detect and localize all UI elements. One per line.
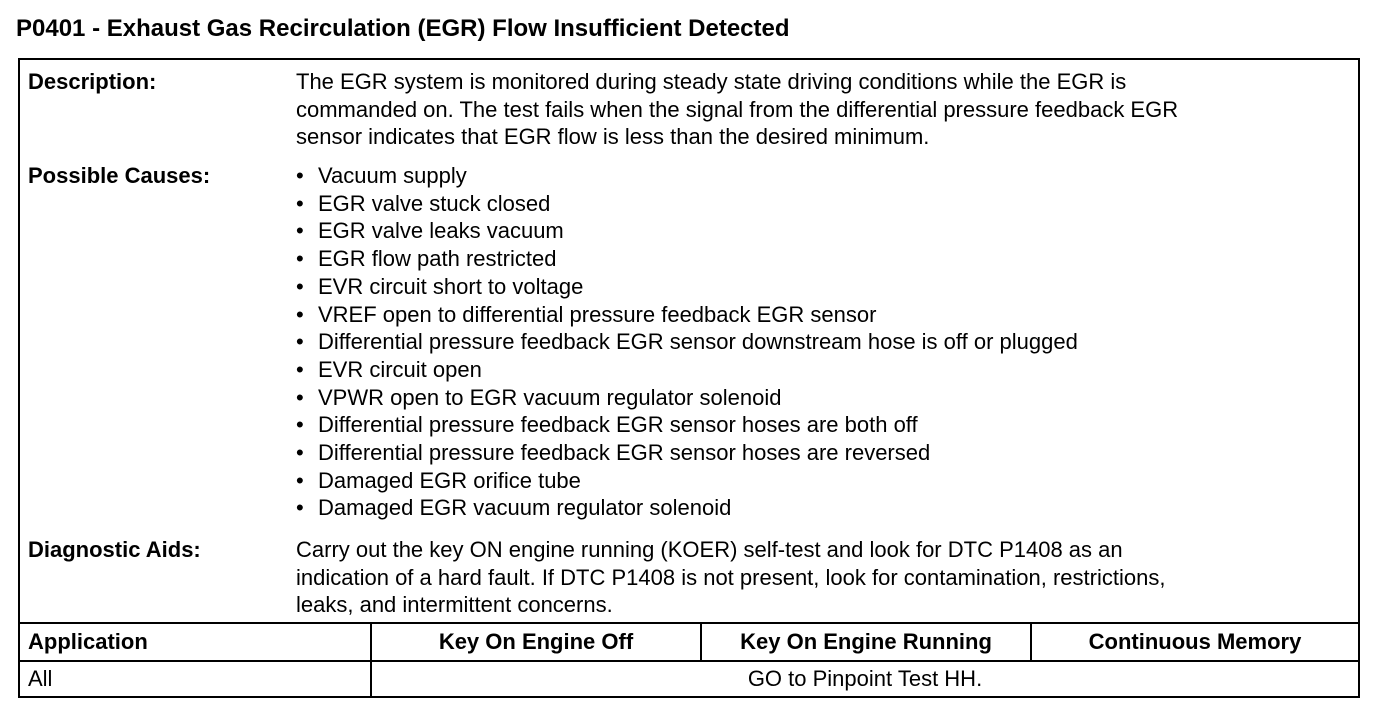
possible-causes-label: Possible Causes: <box>28 163 211 188</box>
bullet-icon: • <box>296 163 304 188</box>
description-line: sensor indicates that EGR flow is less than the desired minimum. <box>296 124 930 150</box>
header-continuous-memory: Continuous Memory <box>1088 629 1302 654</box>
row-application-value: All <box>28 666 53 691</box>
list-item: • EGR valve leaks vacuum <box>296 218 564 244</box>
list-item: • EVR circuit open <box>296 356 482 382</box>
diagnostic-aids-label: Diagnostic Aids: <box>28 537 201 562</box>
bullet-icon: • <box>296 301 304 327</box>
description-line: commanded on. The test fails when the signal from the differential pressure feedback EGR <box>296 96 1179 122</box>
bullet-icon: • <box>296 440 304 466</box>
bullet-icon: • <box>296 467 304 493</box>
possible-causes-list <box>296 162 1344 522</box>
bullet-icon: • <box>296 246 304 272</box>
header-application: Application <box>28 629 148 654</box>
list-item: • EGR valve stuck closed <box>296 190 551 216</box>
aids-line: Carry out the key ON engine running (KOER) self-test and look for DTC P1408 as an <box>296 537 1123 562</box>
list-item: • EGR flow path restricted <box>296 246 557 272</box>
list-item: • Damaged EGR vacuum regulator solenoid <box>296 495 732 521</box>
list-item: • Differential pressure feedback EGR sensor hoses are reversed <box>296 440 931 466</box>
bullet-icon: • <box>296 412 304 438</box>
bullet-icon: • <box>296 218 304 244</box>
dtc-info-box <box>18 58 1360 698</box>
bullet-icon: • <box>296 384 304 410</box>
list-item: • EVR circuit short to voltage <box>296 273 584 299</box>
list-item: • Differential pressure feedback EGR sensor downstream hose is off or plugged <box>296 329 1078 355</box>
aids-line: indication of a hard fault. If DTC P1408 is not present, look for contamination, restrictions, <box>296 564 1166 590</box>
description-label: Description: <box>28 69 157 94</box>
row-action-value: GO to Pinpoint Test HH. <box>747 666 983 691</box>
list-item: • Differential pressure feedback EGR sensor hoses are both off <box>296 412 918 438</box>
bullet-icon: • <box>296 329 304 355</box>
list-item: • VREF open to differential pressure feedback EGR sensor <box>296 301 877 327</box>
list-item: • VPWR open to EGR vacuum regulator solenoid <box>296 384 782 410</box>
description-line: The EGR system is monitored during steady state driving conditions while the EGR is <box>296 69 1127 94</box>
list-item: • Damaged EGR orifice tube <box>296 467 581 493</box>
bullet-icon: • <box>296 273 304 299</box>
page-title: P0401 - Exhaust Gas Recirculation (EGR) Flow Insufficient Detected <box>16 15 790 42</box>
header-key-on-engine-running: Key On Engine Running <box>740 629 992 654</box>
description-text <box>296 68 1344 151</box>
bullet-icon: • <box>296 495 304 521</box>
header-key-on-engine-off: Key On Engine Off <box>438 629 634 654</box>
aids-line: leaks, and intermittent concerns. <box>296 592 613 618</box>
bullet-icon: • <box>296 356 304 382</box>
diagnostic-aids-text <box>296 536 1344 619</box>
list-item: • Vacuum supply <box>296 163 467 188</box>
bullet-icon: • <box>296 190 304 216</box>
